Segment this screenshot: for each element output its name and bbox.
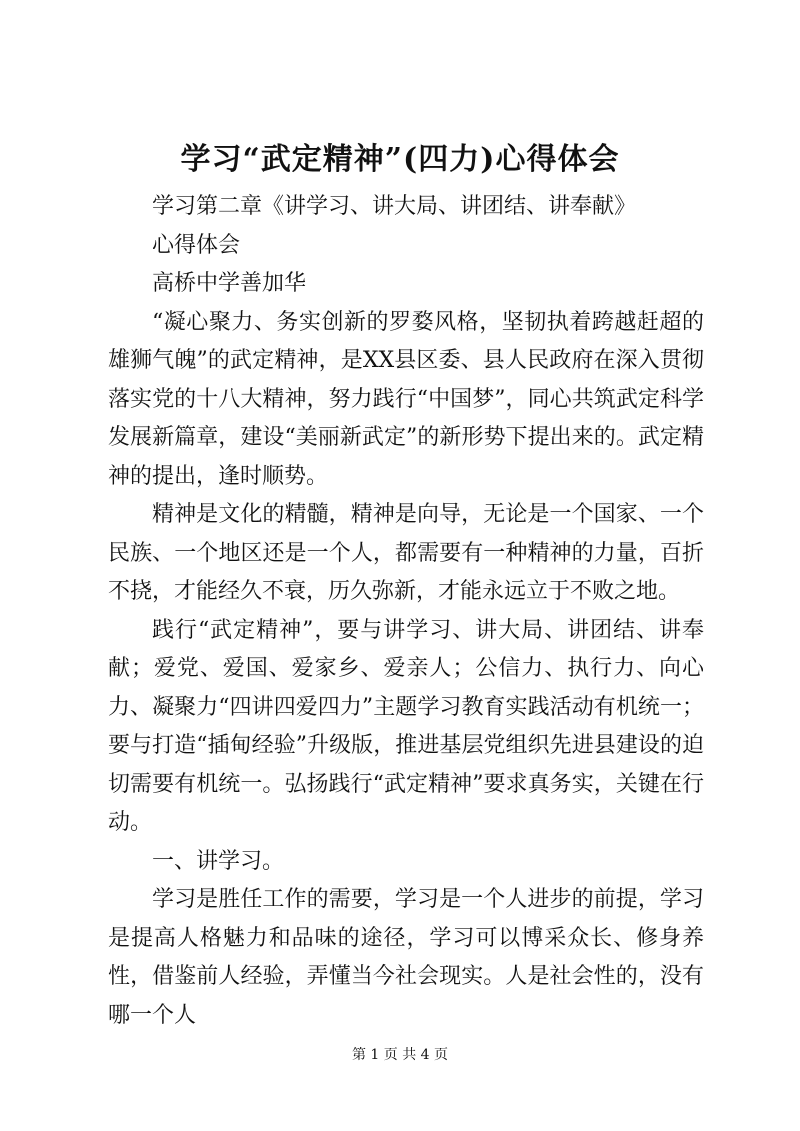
subtitle-line: 心得体会 xyxy=(152,232,241,258)
body-paragraph: 践行“武定精神”，要与讲学习、讲大局、讲团结、讲奉献；爱党、爱国、爱家乡、爱亲人；公信力、执行力、向心力、凝聚力“四讲四爱四力”主题学习教育实践活动有机统一；要与打造“插甸经验”升级版，推进基层党组织先进县建设的迫切需要有机统一。弘扬践行“武定精神”要求真务实，关键在行动。 xyxy=(108,617,704,835)
body-paragraph: “凝心聚力、务实创新的罗婺风格，坚韧执着跨越赶超的雄狮气魄”的武定精神，是XX县区委、县人民政府在深入贯彻落实党的十八大精神，努力践行“中国梦”，同心共筑武定科学发展新篇章，建设“美丽新武定”的新形势下提出来的。武定精神的提出，逢时顺势。 xyxy=(108,309,704,489)
section-heading: 一、讲学习。 xyxy=(152,848,285,874)
document-body xyxy=(108,188,704,1035)
author-line: 高桥中学善加华 xyxy=(152,271,307,296)
subtitle-line: 学习第二章《讲学习、讲大局、讲团结、讲奉献》 xyxy=(152,194,637,219)
document-title: 学习“武定精神”(四力)心得体会 xyxy=(180,142,620,177)
body-paragraph: 精神是文化的精髓，精神是向导，无论是一个国家、一个民族、一个地区还是一个人，都需要有一种精神的力量，百折不挠，才能经久不衰，历久弥新，才能永远立于不败之地。 xyxy=(108,502,704,604)
body-paragraph: 学习是胜任工作的需要，学习是一个人进步的前提，学习是提高人格魅力和品味的途径，学习可以博采众长、修身养性，借鉴前人经验，弄懂当今社会现实。人是社会性的，没有哪一个人 xyxy=(108,887,704,1028)
page-indicator: 第 1 页 共 4 页 xyxy=(351,1047,449,1063)
